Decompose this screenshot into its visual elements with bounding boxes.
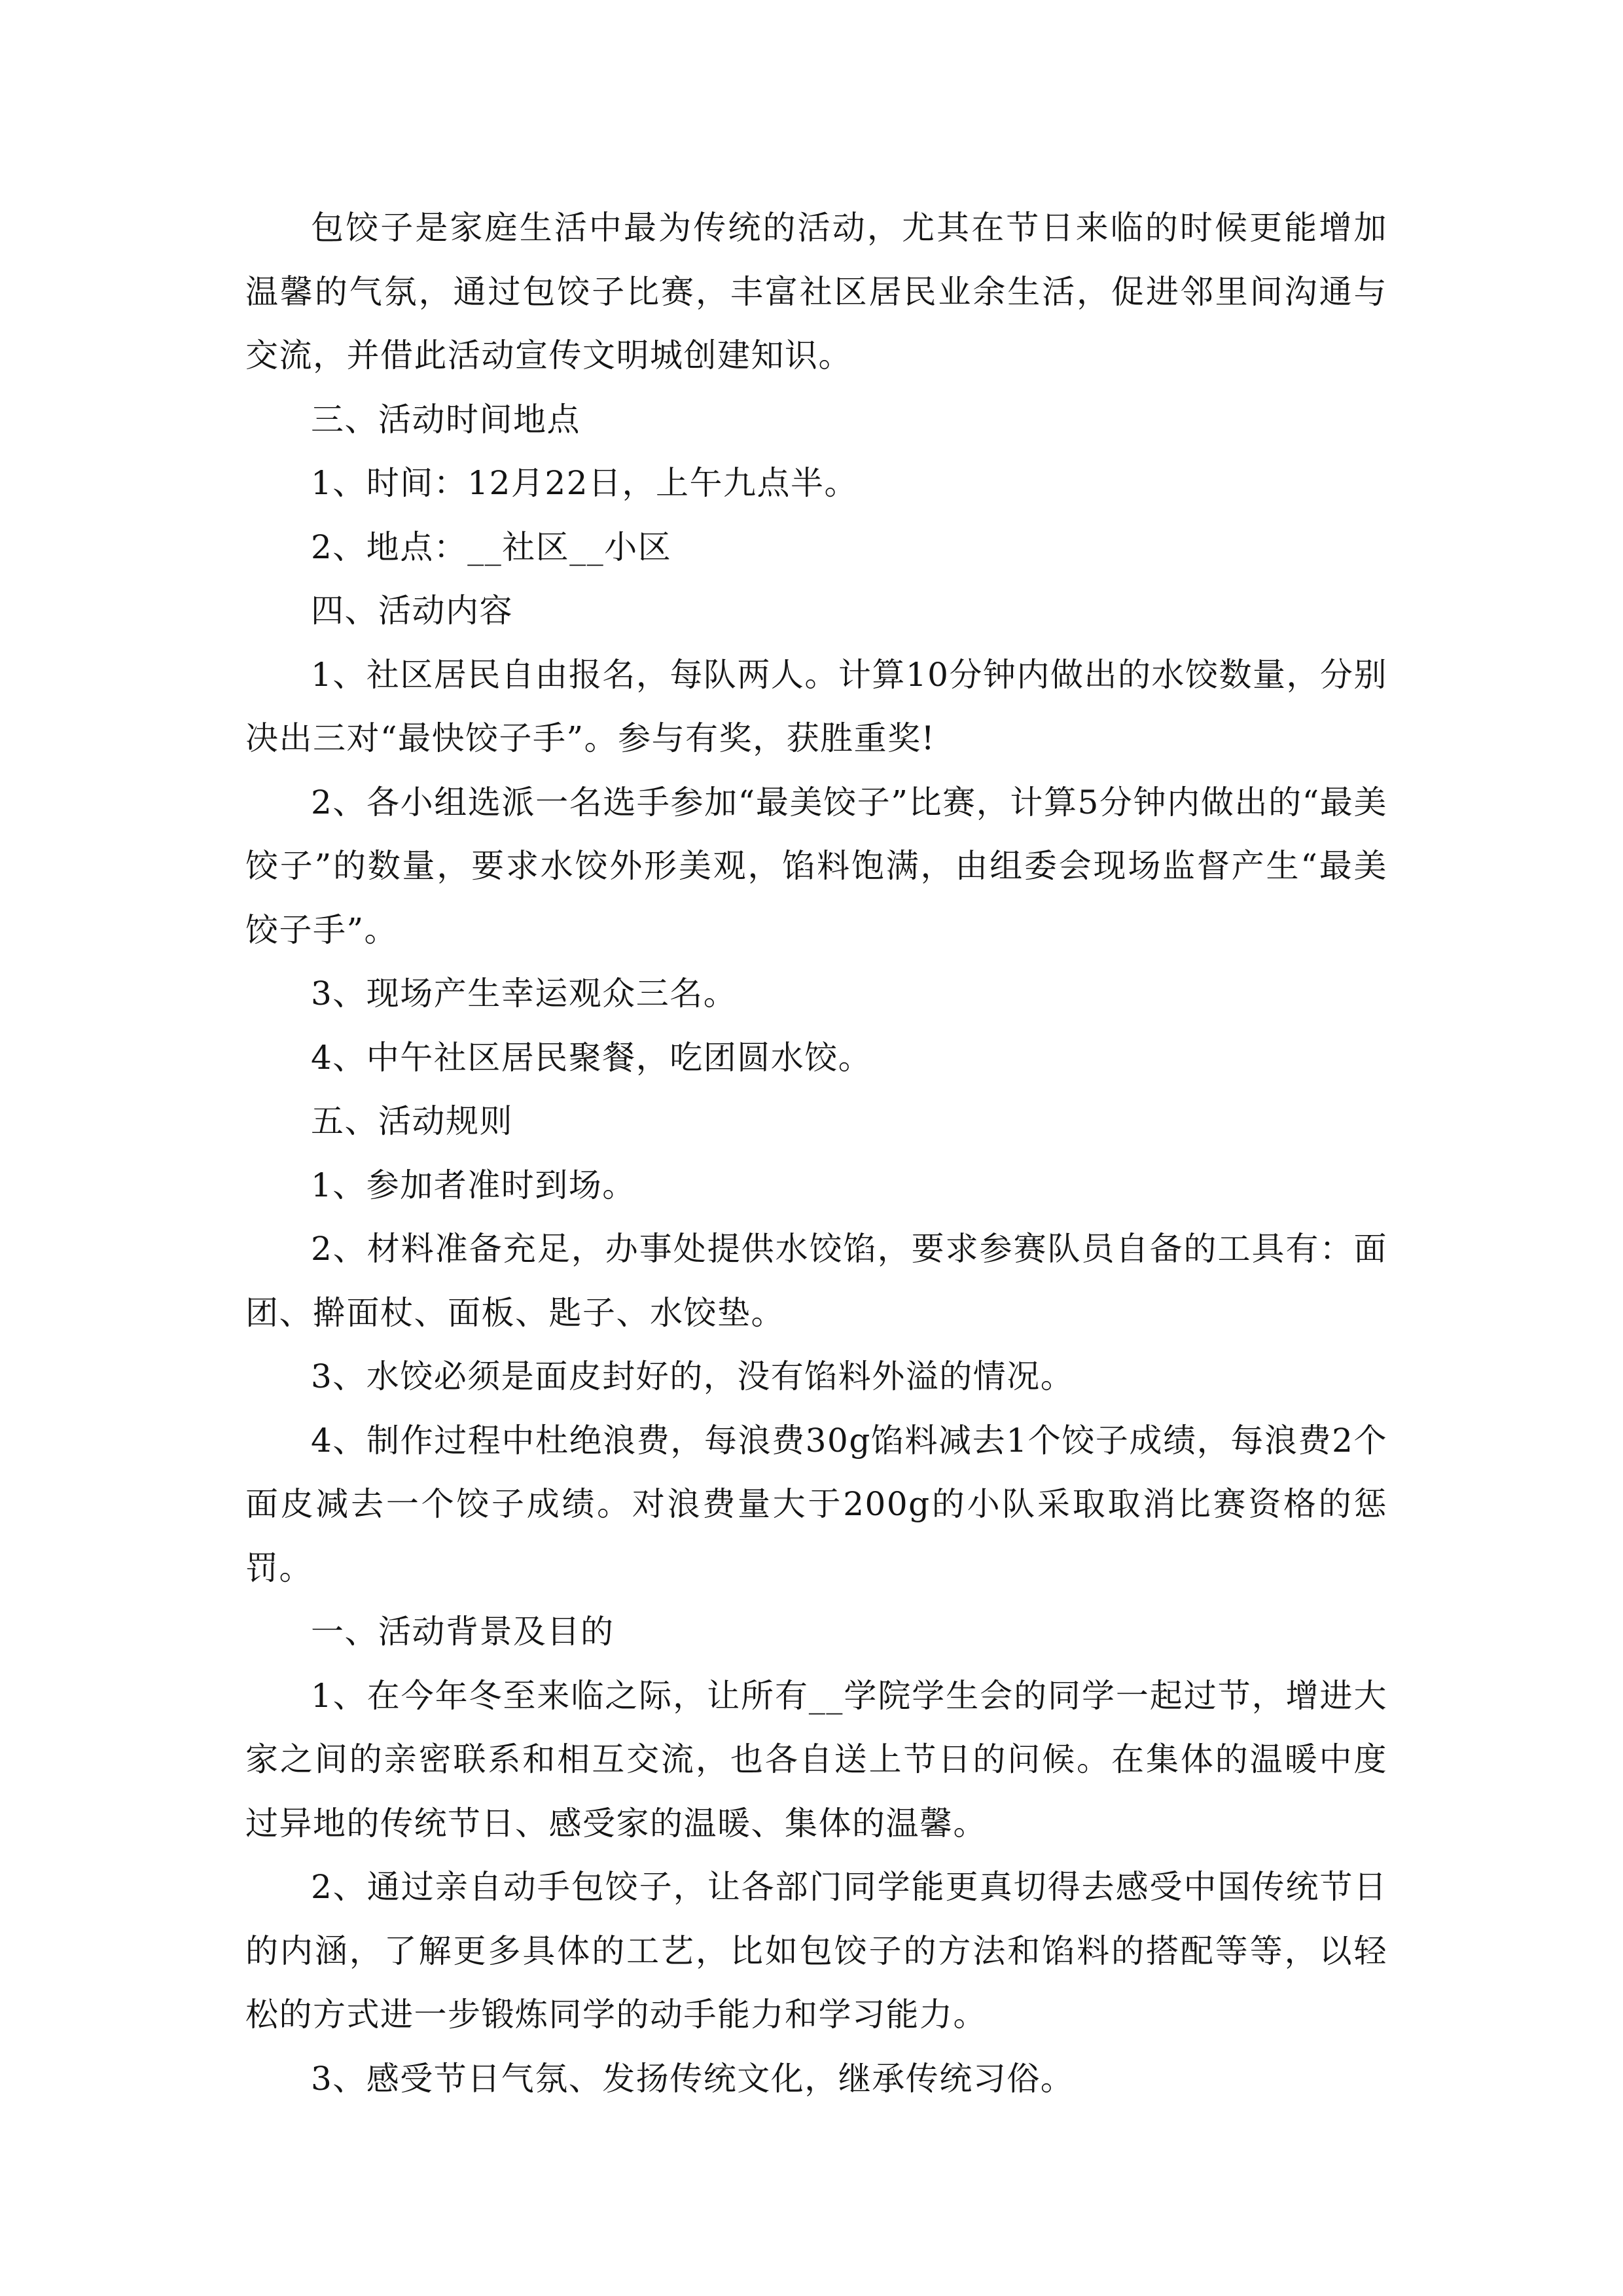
document-body — [245, 196, 1387, 2111]
heading-background: 一、活动背景及目的 — [311, 1613, 615, 1651]
paragraph-place: 2、地点：__社区__小区 — [311, 528, 672, 566]
paragraph-rule-3: 3、水饺必须是面皮封好的，没有馅料外溢的情况。 — [311, 1357, 1075, 1395]
paragraph-rule-2: 2、材料准备充足，办事处提供水饺馅，要求参赛队员自备的工具有：面团、擀面杖、面板、匙子、水饺垫。 — [245, 1230, 1387, 1332]
paragraph-background-1: 1、在今年冬至来临之际，让所有__学院学生会的同学一起过节，增进大家之间的亲密联系和相互交流，也各自送上节日的问候。在集体的温暖中度过异地的传统节日、感受家的温暖、集体的温馨。 — [245, 1676, 1387, 1842]
paragraph-time: 1、时间：12月22日，上午九点半。 — [311, 464, 859, 502]
paragraph-intro: 包饺子是家庭生活中最为传统的活动，尤其在节日来临的时候更能增加温馨的气氛，通过包饺子比赛，丰富社区居民业余生活，促进邻里间沟通与交流，并借此活动宣传文明城创建知识。 — [245, 209, 1387, 374]
paragraph-rule-4: 4、制作过程中杜绝浪费，每浪费30g馅料减去1个饺子成绩，每浪费2个面皮减去一个饺子成绩。对浪费量大于200g的小队采取取消比赛资格的惩罚。 — [245, 1421, 1387, 1587]
paragraph-content-4: 4、中午社区居民聚餐，吃团圆水饺。 — [311, 1038, 872, 1077]
heading-rules: 五、活动规则 — [311, 1102, 513, 1140]
paragraph-background-2: 2、通过亲自动手包饺子，让各部门同学能更真切得去感受中国传统节日的内涵，了解更多具体的工艺，比如包饺子的方法和馅料的搭配等等，以轻松的方式进一步锻炼同学的动手能力和学习能力。 — [245, 1868, 1387, 2034]
heading-content: 四、活动内容 — [311, 592, 513, 630]
paragraph-background-3: 3、感受节日气氛、发扬传统文化，继承传统习俗。 — [311, 2059, 1075, 2098]
paragraph-content-3: 3、现场产生幸运观众三名。 — [311, 975, 738, 1013]
heading-time-place: 三、活动时间地点 — [311, 400, 580, 439]
paragraph-content-1: 1、社区居民自由报名，每队两人。计算10分钟内做出的水饺数量，分别决出三对“最快饺子手”。参与有奖，获胜重奖! — [245, 655, 1387, 757]
paragraph-rule-1: 1、参加者准时到场。 — [311, 1166, 636, 1204]
paragraph-content-2: 2、各小组选派一名选手参加“最美饺子”比赛，计算5分钟内做出的“最美饺子”的数量，要求水饺外形美观，馅料饱满，由组委会现场监督产生“最美饺子手”。 — [245, 783, 1387, 949]
